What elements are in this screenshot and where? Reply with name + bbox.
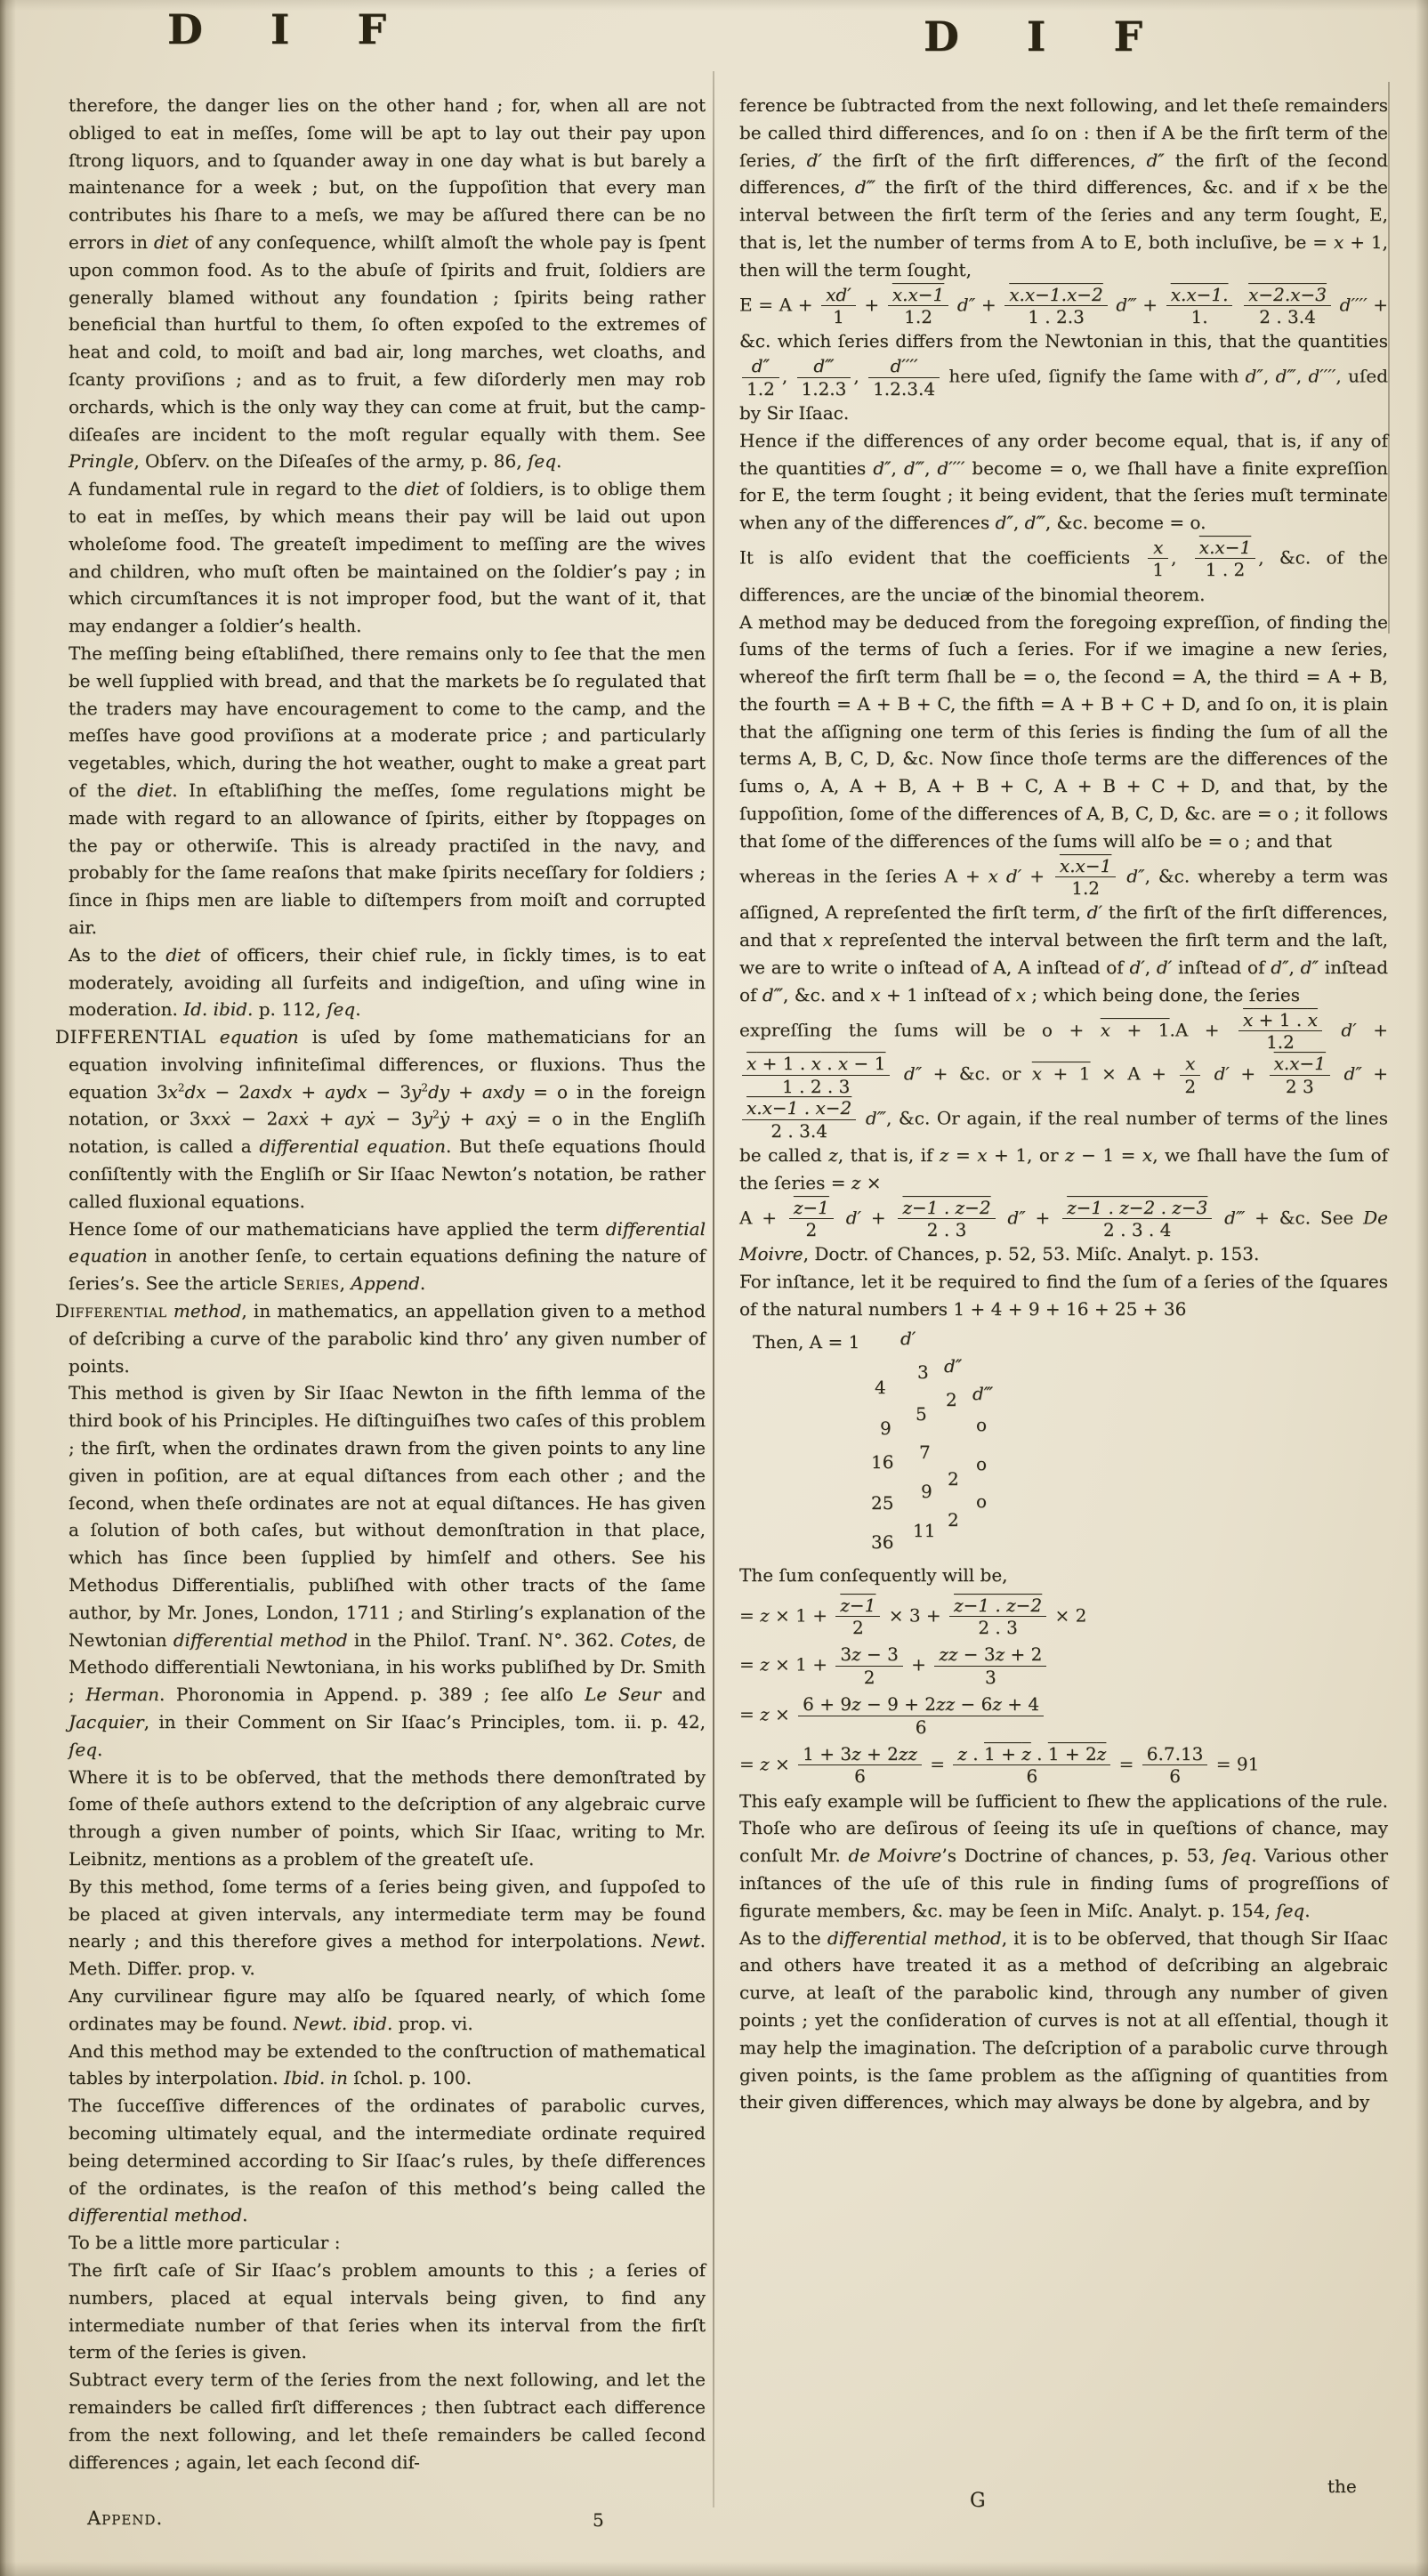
paragraph: Hence if the differences of any order become equal, that is, if any of the quantities d″, d‴, d′′′′ become = o, we ſhall have a finite expreſſion for E, the term ſought ; it being evident, that the ſeries muſt terminate when any of the differences d″, d‴, &c. become = o. [739,429,1388,534]
page-number: 5 [593,2509,604,2531]
first-difference-value: 7 [919,1441,931,1463]
paragraph: Hence ſome of our mathematicians have applied the term differential equation in another ſenſe, to certain equations defining the nature of ſeries’s. See the article Series, Append. [69,1217,706,1295]
paragraph: Where it is to be obſerved, that the methods there demonſtrated by ſome of theſe authors extend to the deſcription of any algebraic curve through a given number of points, which Sir Iſaac, writing to Mr. Leibnitz, mentions as a problem of the greateſt uſe. [69,1765,706,1869]
paragraph: The firſt caſe of Sir Iſaac’s problem amounts to this ; a ſeries of numbers, placed at equal intervals being given, to find any intermediate number of that ſeries when its interval from the firſt term of the ſeries is given. [69,2258,706,2363]
fraction: $\frac{z-1 . z-2 . z-3}{2 . 3 . 4}$ [1060,1197,1214,1241]
formula-expressing-sums: expreſſing the ſums will be o + x + 1.A + $\frac{x + 1 . x}{1.2}$ d′ + $\frac{x + 1 . x . x - 1}{1 . 2 . 3}$ d″ + &c. or x + 1 × A + $\frac{x}{2}$ d′ + $\frac{x.x-1}{2 3}$ d″ + $\frac{x.x-1 . x-2}{2 . 3.4}$ d‴, &c. Or again, if the real number of terms of the lines be called z, that is, if z = x + 1, or z − 1 = x, we ſhall have the ſum of the ſeries = z × [739,1008,1389,1193]
square-value: 9 [880,1417,891,1439]
paragraph: To be a little more particular : [69,2232,341,2254]
paragraph: Any curvilinear figure may alſo be ſquared nearly, of which ſome ordinates may be found. Newt. ibid. prop. vi. [69,1984,706,2034]
third-difference-value: o [976,1413,988,1435]
fraction: $\frac{x.x-1.}{1.}$ [1164,284,1236,328]
fraction: $\frac{z-1}{2}$ [833,1595,883,1639]
paragraph: For inſtance, let it be required to find the ſum of a ſeries of the ſquares of the natural numbers 1 + 4 + 9 + 16 + 25 + 36 [739,1271,1388,1320]
difference-table-intro: Then, A = 1 [753,1330,860,1353]
formula-z-series: A + $\frac{z-1}{2}$ d′ + $\frac{z-1 . z-2}{2 . 3}$ d″ + $\frac{z-1 . z-2 . z-3}{2 . 3 . 4}$ d‴ + &c. See De Moivre, Doctr. of Chances, p. 52, 53. Miſc. Analyt. p. 153. [739,1196,1389,1265]
left-column [55,92,706,2475]
third-difference-value: o [976,1452,988,1474]
running-head-right: D I F [924,12,1170,61]
fraction: $\frac{1 + 3z + 2zz}{6}$ [795,1743,924,1788]
fraction: $\frac{x.x-1}{2 3}$ [1267,1053,1333,1097]
first-difference-value: 5 [916,1402,927,1425]
fraction: $\frac{x.x-1}{1.2}$ [885,284,951,328]
second-difference-value: 2 [948,1508,959,1530]
fraction: $\frac{x.x-1 . x-2}{2 . 3.4}$ [739,1097,859,1142]
column-divider-rule [713,71,714,2507]
paragraph: Subtract every term of the ſeries from the next following, and let the remainders be called firſt differences ; then ſubtract each difference from the next following, and let theſe remainders be called ſecond differences ; again, let each ſecond dif- [69,2369,706,2473]
fraction: $\frac{x + 1 . x}{1.2}$ [1236,1009,1325,1054]
paragraph: ference be ſubtracted from the next following, and let theſe remainders be called third differences, and ſo on : then if A be the firſt term of the ſeries, d′ the firſt of the firſt differences, d″ the firſt of the ſecond differences, d‴ the firſt of the third differences, &c. and if x be the interval between the firſt term of the ſeries and any term ſought, E, that is, let the number of terms from A to E, both incluſive, be = x + 1, then will the term ſought, [739,94,1389,280]
formula-coefficients: It is alſo evident that the coefficients $\frac{x}{1}$ , $\frac{x.x-1}{1 . 2}$ , &c. of the differences, are the unciæ of the binomial theorem. [739,536,1388,605]
paragraph: By this method, ſome terms of a ſeries being given, and ſuppoſed to be placed at given intervals, any intermediate term may be found nearly ; and this therefore gives a method for interpolations. Newt. Meth. Differ. prop. v. [69,1875,706,1980]
formula-sum-step-4: = z × $\frac{1 + 3z + 2zz}{6}$ = $\frac{z . 1 + z . 1 + 2z}{6}$ = $\frac{6.7.13}{6}$ = 91 [739,1742,1260,1788]
square-value: 4 [875,1376,886,1398]
fraction: $\frac{x}{2}$ [1177,1053,1203,1097]
entry-differential-equation: DIFFERENTIAL equation is uſed by ſome mathematicians for an equation involving infiniteſimal differences, or fluxions. Thus the equation $3x^2dx$ − 2axdx + aydx − $3y^2dy$ + axdy = o in the foreign notation, or 3xxẋ − 2axẋ + ayẋ − $3y^2ẏ$ + axẏ = o in the Engliſh notation, is called a differential equation. But theſe equations ſhould conſiſtently with the Engliſh or Sir Iſaac Newton’s notation, be rather called fluxional equations. [55,1026,706,1212]
first-difference-value: 3 [917,1361,929,1383]
difference-table [726,1323,1388,1562]
fraction: $\frac{zz - 3z + 2}{3}$ [932,1643,1049,1688]
fraction: $\frac{6 + 9z - 9 + 2zz - 6z + 4}{6}$ [795,1693,1046,1738]
paragraph: therefore, the danger lies on the other hand ; for, when all are not obliged to eat in meſſes, ſome will be apt to lay out their pay upon ſtrong liquors, and to ſquander away in one day what is but barely a maintenance for a week ; but, on the ſuppoſition that every man contributes his ſhare to a meſs, we may be aſſured there can be no errors in diet of any conſequence, whilſt almoſt the whole pay is ſpent upon common food. As to the abuſe of ſpirits and fruit, ſoldiers are generally blamed without any foundation ; ſpirits being rather beneficial than hurtful to them, ſo often expoſed to the extremes of heat and cold, to moiſt and bad air, long marches, wet cloaths, and ſcanty proviſions ; and as to fruit, a few diſorderly men may rob orchards, which is the only way they can come at fruit, but the camp-diſeaſes are incident to the moſt regular equally with them. See Pringle, Obſerv. on the Diſeaſes of the army, p. 86, ſeq. [69,94,706,472]
fraction: $\frac{z-1 . z-2}{2 . 3}$ [947,1595,1049,1639]
catchword: the [1327,2475,1357,2497]
paragraph: As to the differential method, it is to be obſerved, that though Sir Iſaac and others have treated it as a method of deſcribing an algebraic curve, at leaſt of the parabolic kind, through any number of given points ; yet the conſideration of curves is not at all eſſential, though it may help the imagination. The deſcription of a parabolic curve through given points, is the ſame problem as the aſſigning of quantities from their given differences, which may always be done by algebra, and by [739,1926,1389,2113]
fraction: $\frac{d''}{1.2}$ [739,355,782,400]
entry-differential-method: Differential method, in mathematics, an appellation given to a method of deſcribing a curve of the parabolic kind thro’ any given number of points. [55,1300,706,1377]
fraction: $\frac{d‴}{1.2.3}$ [795,355,854,400]
paragraph: The ſucceſſive differences of the ordinates of parabolic curves, becoming ultimately equal, and the intermediate ordinate required being determined according to Sir Iſaac’s rules, by theſe differences of the ordinates, is the reaſon of this method’s being called the differential method. [69,2095,706,2226]
paragraph: The meſſing being eſtabliſhed, there remains only to ſee that the men be well ſupplied with bread, and that the markets be ſo regulated that the traders may have encouragement to come to the camp, and the meſſes have good proviſions at a moderate price ; and particularly vegetables, which, during the hot weather, ought to make a great part of the diet. In eſtabliſhing the meſſes, ſome regulations might be made with regard to an allowance of ſpirits, either by ſtoppages on the pay or otherwiſe. This is already practiſed in the navy, and probably for the ſame reaſons that make ſpirits neceſſary for ſoldiers ; ſince in ſhips men are liable to diſtempers from moiſt and corrupted air. [69,642,706,938]
third-difference-value: o [976,1490,988,1512]
fraction: $\frac{x + 1 . x . x - 1}{1 . 2 . 3}$ [739,1053,892,1097]
fraction: $\frac{z-1}{2}$ [787,1197,836,1241]
paragraph: This eaſy example will be ſufficient to ſhew the applications of the rule. Thoſe who are deſirous of ſeeing its uſe in queſtions of chance, may conſult Mr. de Moivre’s Doctrine of chances, p. 53, ſeq. Various other inſtances of the uſe of this rule in finding ſums of progreſſions of figurate members, &c. may be ſeen in Miſc. Analyt. p. 154, ſeq. [739,1789,1388,1921]
fraction: $\frac{d''''}{1.2.3.4}$ [866,355,942,400]
label-first-difference: d′ [900,1327,916,1349]
fraction: $\frac{x.x-1}{1 . 2}$ [1192,537,1258,581]
paragraph: The ſum conſequently will be, [739,1563,1008,1586]
second-difference-value: 2 [948,1467,959,1490]
gathering-mark: G [970,2490,986,2512]
formula-sum-step-2: = z × 1 + $\frac{3z - 3}{2}$ + $\frac{zz - 3z + 2}{3}$ [726,1643,1388,1688]
fraction: $\frac{3z - 3}{2}$ [833,1643,905,1688]
right-column [726,92,1388,2116]
fraction: $\frac{z-1 . z-2}{2 . 3}$ [895,1197,997,1241]
first-difference-value: 11 [913,1519,936,1541]
fraction: $\frac{x.x-1}{1.2}$ [1053,855,1118,900]
label-second-difference: d″ [944,1354,963,1377]
right-margin-rule [1388,82,1390,634]
formula-sum-step-1: = z × 1 + $\frac{z-1}{2}$ × 3 + $\frac{z-1 . z-2}{2 . 3}$ × 2 [739,1594,1087,1638]
paragraph: And this method may be extended to the conſtruction of mathematical tables by interpolation. Ibid. in ſchol. p. 100. [69,2039,706,2089]
running-head-left: D I F [167,5,414,53]
fraction: $\frac{x-2.x-3}{2 . 3.4}$ [1241,284,1334,328]
second-difference-value: 2 [946,1388,957,1410]
paragraph: A fundamental rule in regard to the diet of ſoldiers, is to oblige them to eat in meſſes, by which means their pay will be laid out upon wholeſome food. The greateſt impediment to meſſing are the wives and children, who muſt often be maintained on the ſoldier’s pay ; in which circumſtances it is not improper food, but the want of it, that may endanger a ſoldier’s health. [69,478,706,637]
first-difference-value: 9 [921,1480,932,1502]
square-value: 25 [871,1491,894,1514]
formula-whereas-series: whereas in the ſeries A + x d′ + $\frac{x.x-1}{1.2}$ d″, &c. whereby a term was aſſigned, A repreſented the firſt term, d′ the firſt of the firſt differences, and that x repreſented the interval between the firſt term and the laſt, we are to write o inſtead of A, A inſtead of d′, d′ inſtead of d″, d″ inſtead of d‴, &c. and x + 1 inſtead of x ; which being done, the ſeries [739,854,1389,1005]
paragraph: A method may be deduced from the foregoing expreſſion, of finding the ſums of the terms of ſuch a ſeries. For if we imagine a new ſeries, whereof the firſt term ſhall be = o, the ſecond = A, the third = A + B, the fourth = A + B + C, the fifth = A + B + C + D, and ſo on, it is plain that the aſſigning one term of this ſeries is finding the ſum of all the terms A, B, C, D, &c. Now ſince thoſe terms are the differences of the ſums o, A, A + B, A + B + C, A + B + C + D, and that, by the ſuppoſition, ſome of the differences of A, B, C, D, &c. are = o ; it follows that ſome of the differences of the ſums will alſo be = o ; and that [739,610,1388,852]
fraction: $\frac{x.x-1.x-2}{1 . 2.3}$ [1002,284,1110,328]
fraction: $\frac{z . 1 + z . 1 + 2z}{6}$ [950,1743,1113,1788]
label-third-difference: d‴ [972,1382,994,1404]
signature-mark-append: Append. [87,2507,164,2529]
formula-sum-step-3: = z × $\frac{6 + 9z - 9 + 2zz - 6z + 4}{6}$ [726,1693,1388,1738]
fraction: $\frac{x}{1}$ [1145,537,1171,581]
formula-term-sought: E = A + $\frac{xd'}{1}$ + $\frac{x.x-1}{1.2}$ d″ + $\frac{x.x-1.x-2}{1 . 2.3}$ d‴ + $\frac{x.x-1.}{1.}$ $\frac{x-2.x-3}{2 . 3.4}$ d′′′′ + &c. which ſeries differs from the Newtonian in this, that the quantities $\frac{d''}{1.2}$ , $\frac{d‴}{1.2.3}$ , $\frac{d''''}{1.2.3.4}$ here uſed, ſignify the ſame with d″, d‴, d′′′′, uſed by Sir Iſaac. [739,283,1389,424]
fraction: $\frac{6.7.13}{6}$ [1140,1743,1211,1788]
paragraph: This method is given by Sir Iſaac Newton in the fifth lemma of the third book of his Principles. He diſtinguiſhes two caſes of this problem ; the firſt, when the ordinates drawn from the given points to any line given in poſition, are at equal diſtances from each other ; and the ſecond, when theſe ordinates are not at equal diſtances. He has given a ſolution of both caſes, but without demonſtration in that place, which has ſince been ſupplied by himſelf and others. See his Methodus Differentialis, publiſhed with other tracts of the ſame author, by Mr. Jones, London, 1711 ; and Stirling’s explanation of the Newtonian differential method in the Philoſ. Tranſ. N°. 362. Cotes, de Methodo differentiali Newtoniana, in his works publiſhed by Dr. Smith ; Herman. Phoronomia in Append. p. 389 ; ſee alſo Le Seur and Jacquier, in their Comment on Sir Iſaac’s Principles, tom. ii. p. 42, ſeq. [69,1382,706,1760]
square-value: 36 [871,1530,894,1553]
fraction: $\frac{xd'}{1}$ [819,284,859,328]
square-value: 16 [871,1450,894,1473]
paragraph: As to the diet of officers, their chief rule, in ſickly times, is to eat moderately, avoiding all ſurfeits and indigeſtion, and uſing wine in moderation. Id. ibid. p. 112, ſeq. [69,943,706,1021]
